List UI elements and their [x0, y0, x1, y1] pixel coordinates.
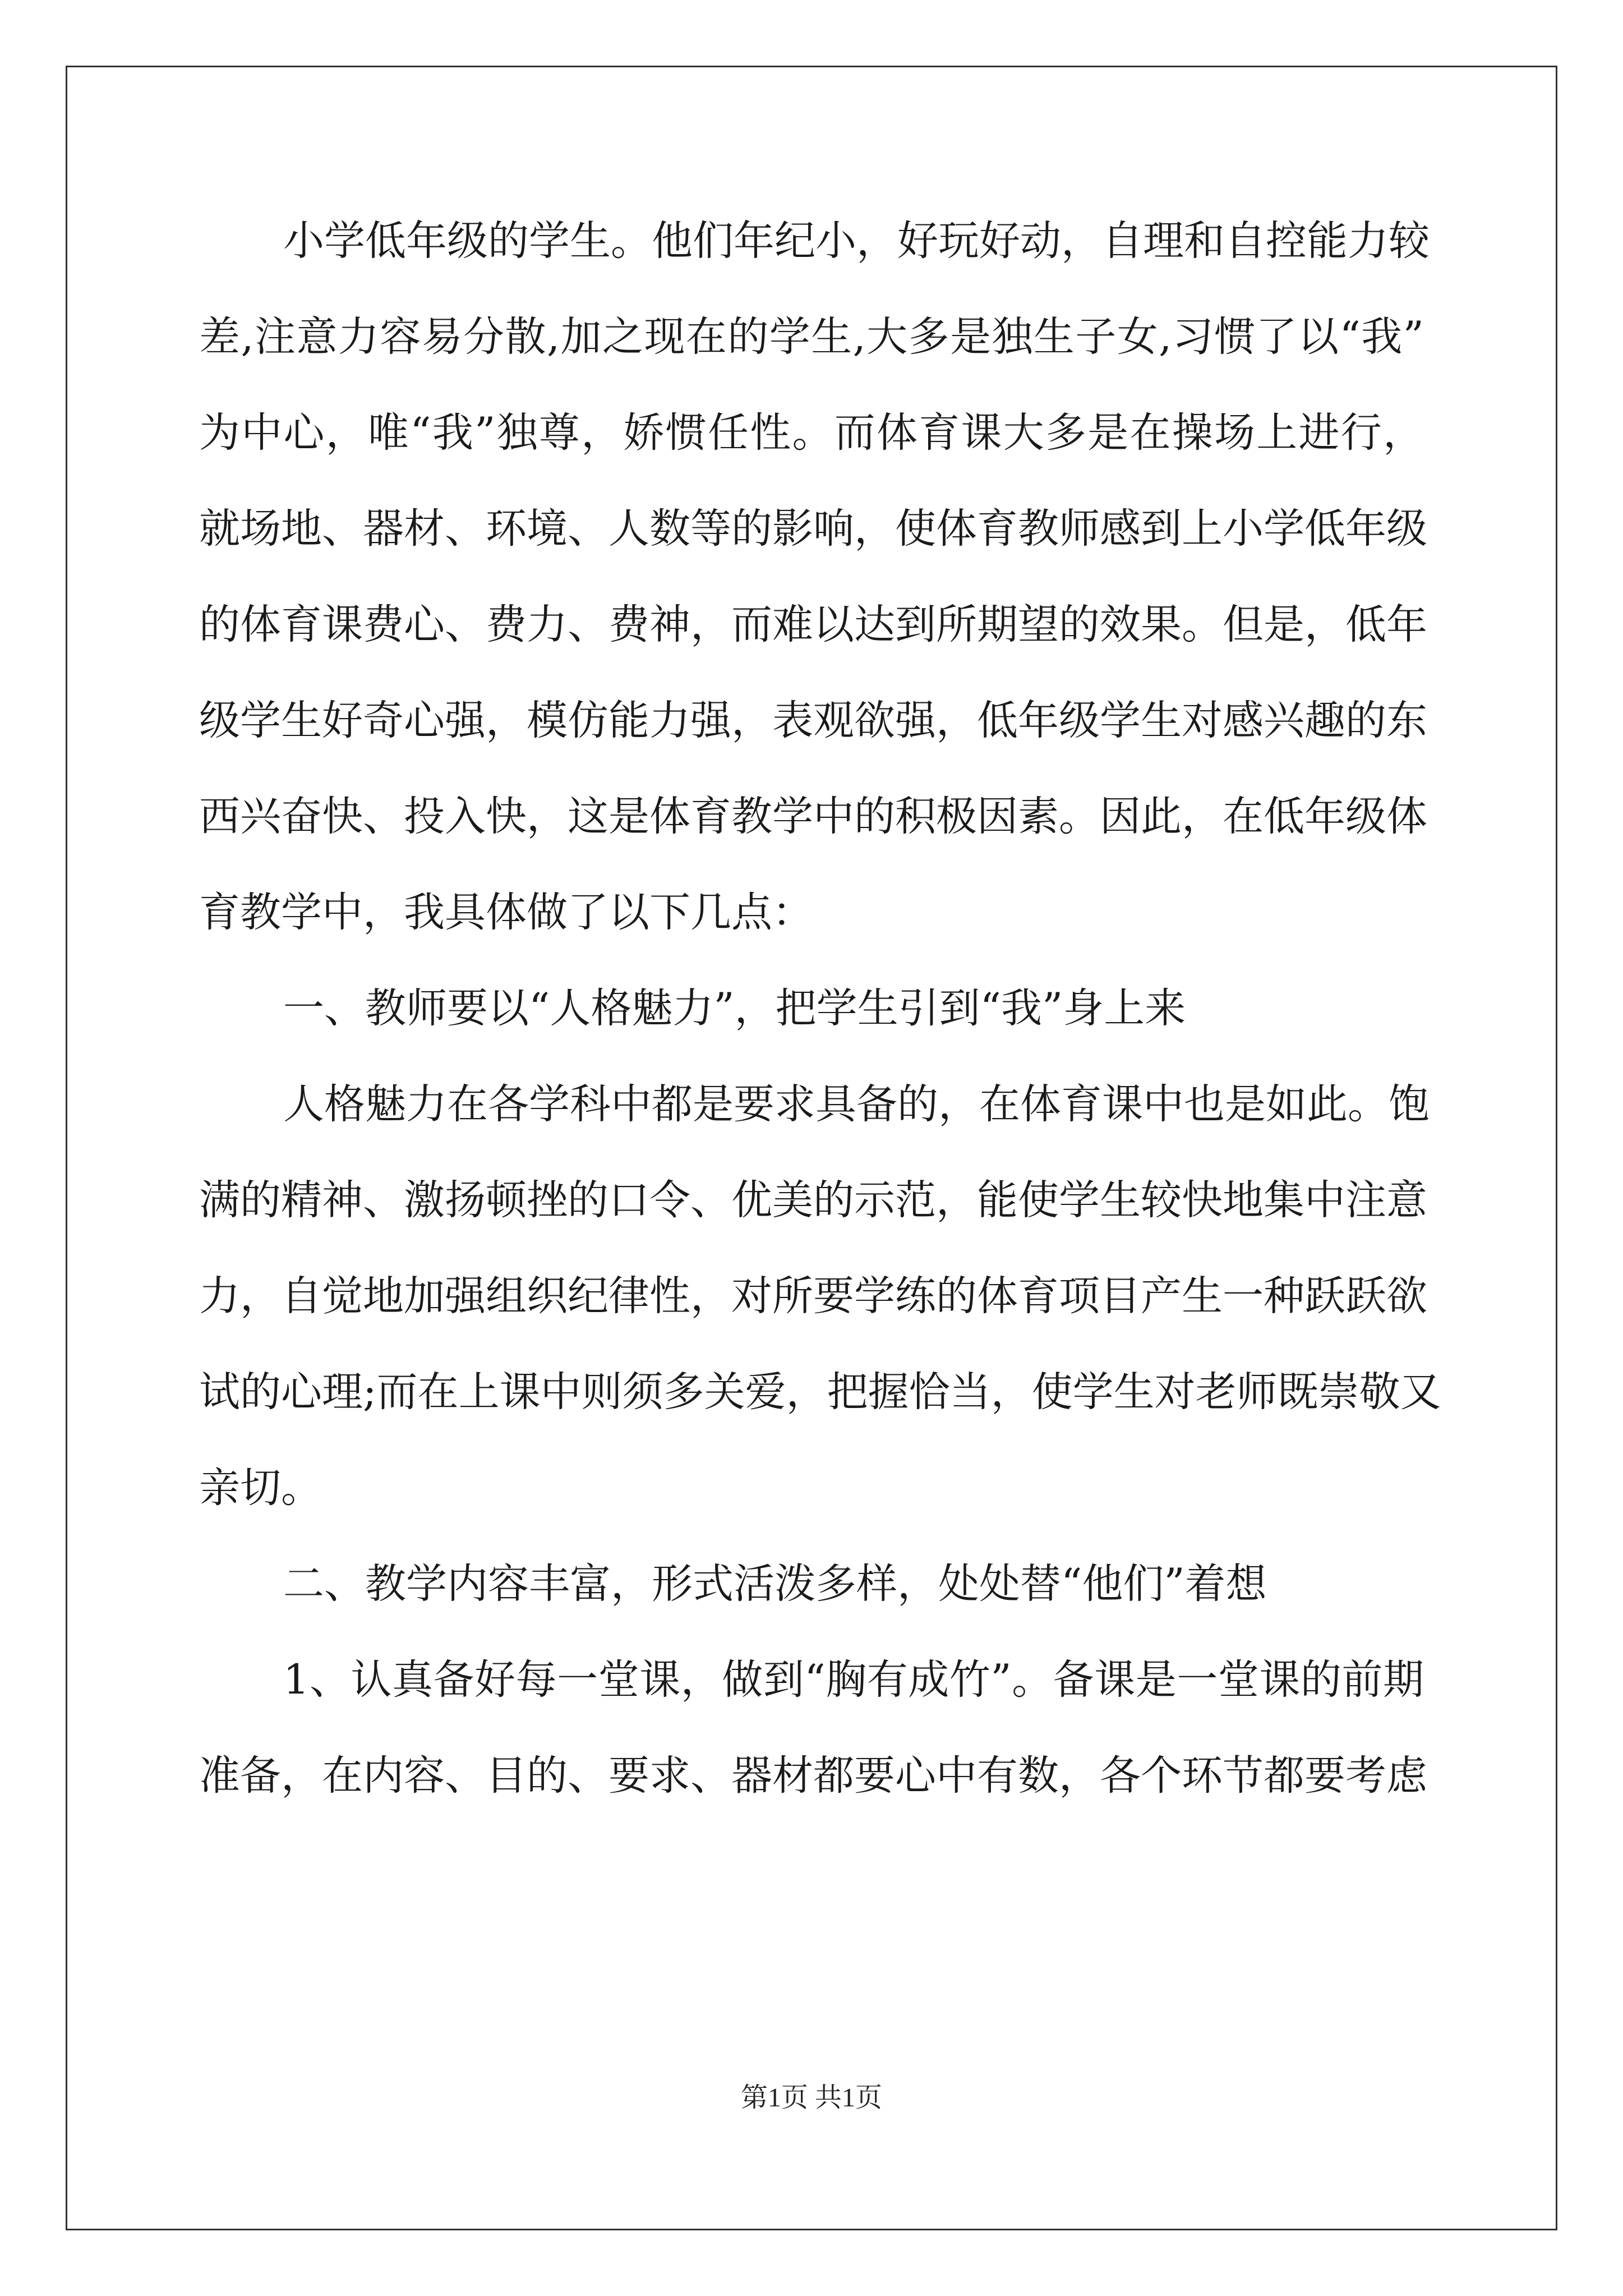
paragraph-1-line-7: 西兴奋快、投入快，这是体育教学中的积极因素。因此，在低年级体	[199, 793, 1427, 840]
section-heading-1: 一、教师要以“人格魅力”，把学生引到“我”身上来	[283, 984, 1186, 1032]
page-border	[66, 66, 1557, 2230]
paragraph-1-line-3: 为中心，唯“我”独尊，娇惯任性。而体育课大多是在操场上进行，	[199, 409, 1424, 457]
paragraph-1-line-2: 差,注意力容易分散,加之现在的学生,大多是独生子女,习惯了以“我”	[199, 313, 1424, 361]
paragraph-2-line-3: 力，自觉地加强组织纪律性，对所要学练的体育项目产生一种跃跃欲	[199, 1272, 1427, 1320]
paragraph-1-line-8: 育教学中，我具体做了以下几点：	[199, 889, 813, 936]
paragraph-3-line-1: 1、认真备好每一堂课，做到“胸有成竹”。备课是一堂课的前期	[283, 1656, 1424, 1704]
page-footer: 第1页 共1页	[740, 2083, 882, 2113]
paragraph-2-line-5: 亲切。	[199, 1464, 322, 1512]
paragraph-1-line-6: 级学生好奇心强，模仿能力强，表观欲强，低年级学生对感兴趣的东	[199, 697, 1427, 744]
paragraph-2-line-2: 满的精神、激扬顿挫的口令、优美的示范，能使学生较快地集中注意	[199, 1176, 1427, 1224]
paragraph-1-line-5: 的体育课费心、费力、费神，而难以达到所期望的效果。但是，低年	[199, 601, 1427, 648]
paragraph-2-line-4: 试的心理;而在上课中则须多关爱，把握恰当，使学生对老师既崇敬又	[199, 1368, 1441, 1416]
section-heading-2: 二、教学内容丰富，形式活泼多样，处处替“他们”着想	[283, 1560, 1267, 1608]
paragraph-3-line-2: 准备，在内容、目的、要求、器材都要心中有数，各个环节都要考虑	[199, 1752, 1427, 1800]
paragraph-2-line-1: 人格魅力在各学科中都是要求具备的，在体育课中也是如此。饱	[283, 1080, 1430, 1128]
paragraph-1-line-4: 就场地、器材、环境、人数等的影响，使体育教师感到上小学低年级	[199, 505, 1427, 553]
paragraph-1-line-1: 小学低年级的学生。他们年纪小，好玩好动，自理和自控能力较	[283, 217, 1430, 265]
